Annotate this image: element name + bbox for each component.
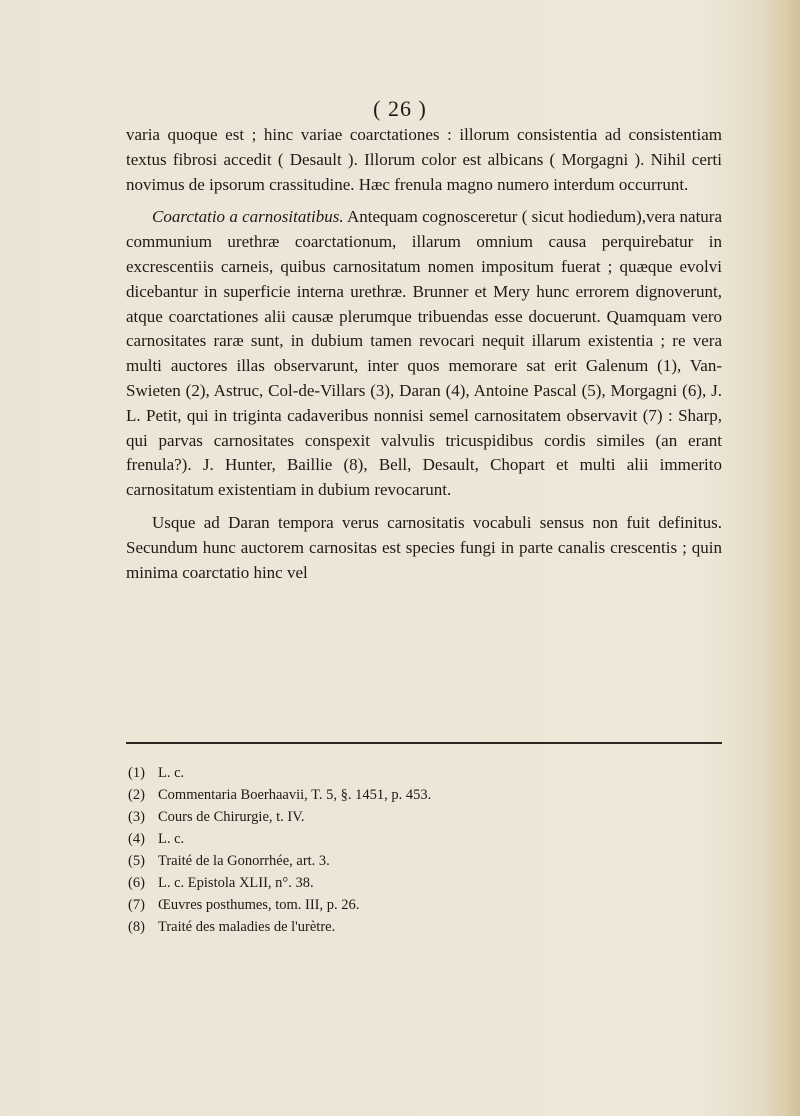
footnotes — [128, 762, 708, 938]
footnote — [128, 872, 708, 894]
section-heading: Coarctatio a carnositatibus. — [152, 207, 344, 227]
footnote — [128, 806, 708, 828]
footnote-number: (6) — [128, 875, 145, 891]
footnote — [128, 894, 708, 916]
footnote-text: L. c. Epistola XLII, n°. 38. — [158, 875, 314, 891]
body-text — [126, 123, 722, 585]
page-edge-shadow — [766, 0, 800, 1116]
paragraph-text: varia quoque est ; hinc variae coarctationes : illorum consistentia ad consistentiam textus fibrosi accedit ( Desault ). Illorum color est albicans ( Morgagni ). Nihil certi novimus de ipsorum crassitudine. Hæc frenula magno numero interdum occurrunt. — [126, 125, 722, 194]
footnote-text: Cours de Chirurgie, t. IV. — [158, 809, 305, 825]
footnote — [128, 784, 708, 806]
footnote-number: (7) — [128, 897, 145, 913]
footnote — [128, 850, 708, 872]
paragraph-text: Usque ad Daran tempora verus carnositatis vocabuli sensus non fuit definitus. Secundum hunc auctorem carnositas est species fungi in parte canalis crescentis ; quin minima coarctatio hinc vel — [126, 512, 722, 582]
footnote-divider — [126, 742, 722, 744]
footnote-number: (3) — [128, 809, 145, 825]
footnote — [128, 762, 708, 784]
paragraph-text: Antequam cognosceretur ( sicut hodiedum),vera natura communium urethræ coarctationum, illarum omnium causa perquirebatur in excrescentiis carneis, quibus carnositatum nomen impositum fuerat ; quæque evolvi dicebantur in superficie interna urethræ. Brunner et Mery hunc errorem dignoverunt, atque coarctationes alii causæ plerumque tribuendas esse docuerunt. Quamquam vero carnositates raræ sunt, in dubium tamen revocari nequit illarum existentia ; re vera multi auctores illas observarunt, inter quos memorare sat erit Galenum (1), Van-Swieten (2), Astruc, Col-de-Villars (3), Daran (4), Antoine Pascal (5), Morgagni (6), J. L. Petit, qui in triginta cadaveribus nonnisi semel carnositatem observavit (7) : Sharp, qui parvas carnositates conspexit valvulis tricuspidibus cordis similes (an erant frenula?). J. Hunter, Baillie (8), Bell, Desault, Chopart et multi alii immerito carnositatum existentiam in dubium revocarunt. — [126, 207, 722, 500]
footnote-text: L. c. — [158, 831, 185, 847]
footnote-number: (5) — [128, 853, 145, 869]
footnote-text: Traité des maladies de l'urètre. — [158, 919, 336, 935]
footnote-text: Œuvres posthumes, tom. III, p. 26. — [158, 897, 360, 913]
paragraph — [126, 123, 722, 197]
page-number: ( 26 ) — [373, 96, 427, 121]
footnote-number: (1) — [128, 765, 145, 781]
footnote — [128, 916, 708, 938]
footnote-number: (4) — [128, 831, 145, 847]
footnote-text: L. c. — [158, 765, 185, 781]
footnote-number: (2) — [128, 787, 145, 803]
paragraph — [126, 511, 722, 585]
footnote — [128, 828, 708, 850]
footnote-text: Traité de la Gonorrhée, art. 3. — [158, 853, 330, 869]
footnote-number: (8) — [128, 919, 145, 935]
paragraph — [126, 205, 722, 503]
footnote-text: Commentaria Boerhaavii, T. 5, §. 1451, p. 453. — [158, 787, 432, 803]
